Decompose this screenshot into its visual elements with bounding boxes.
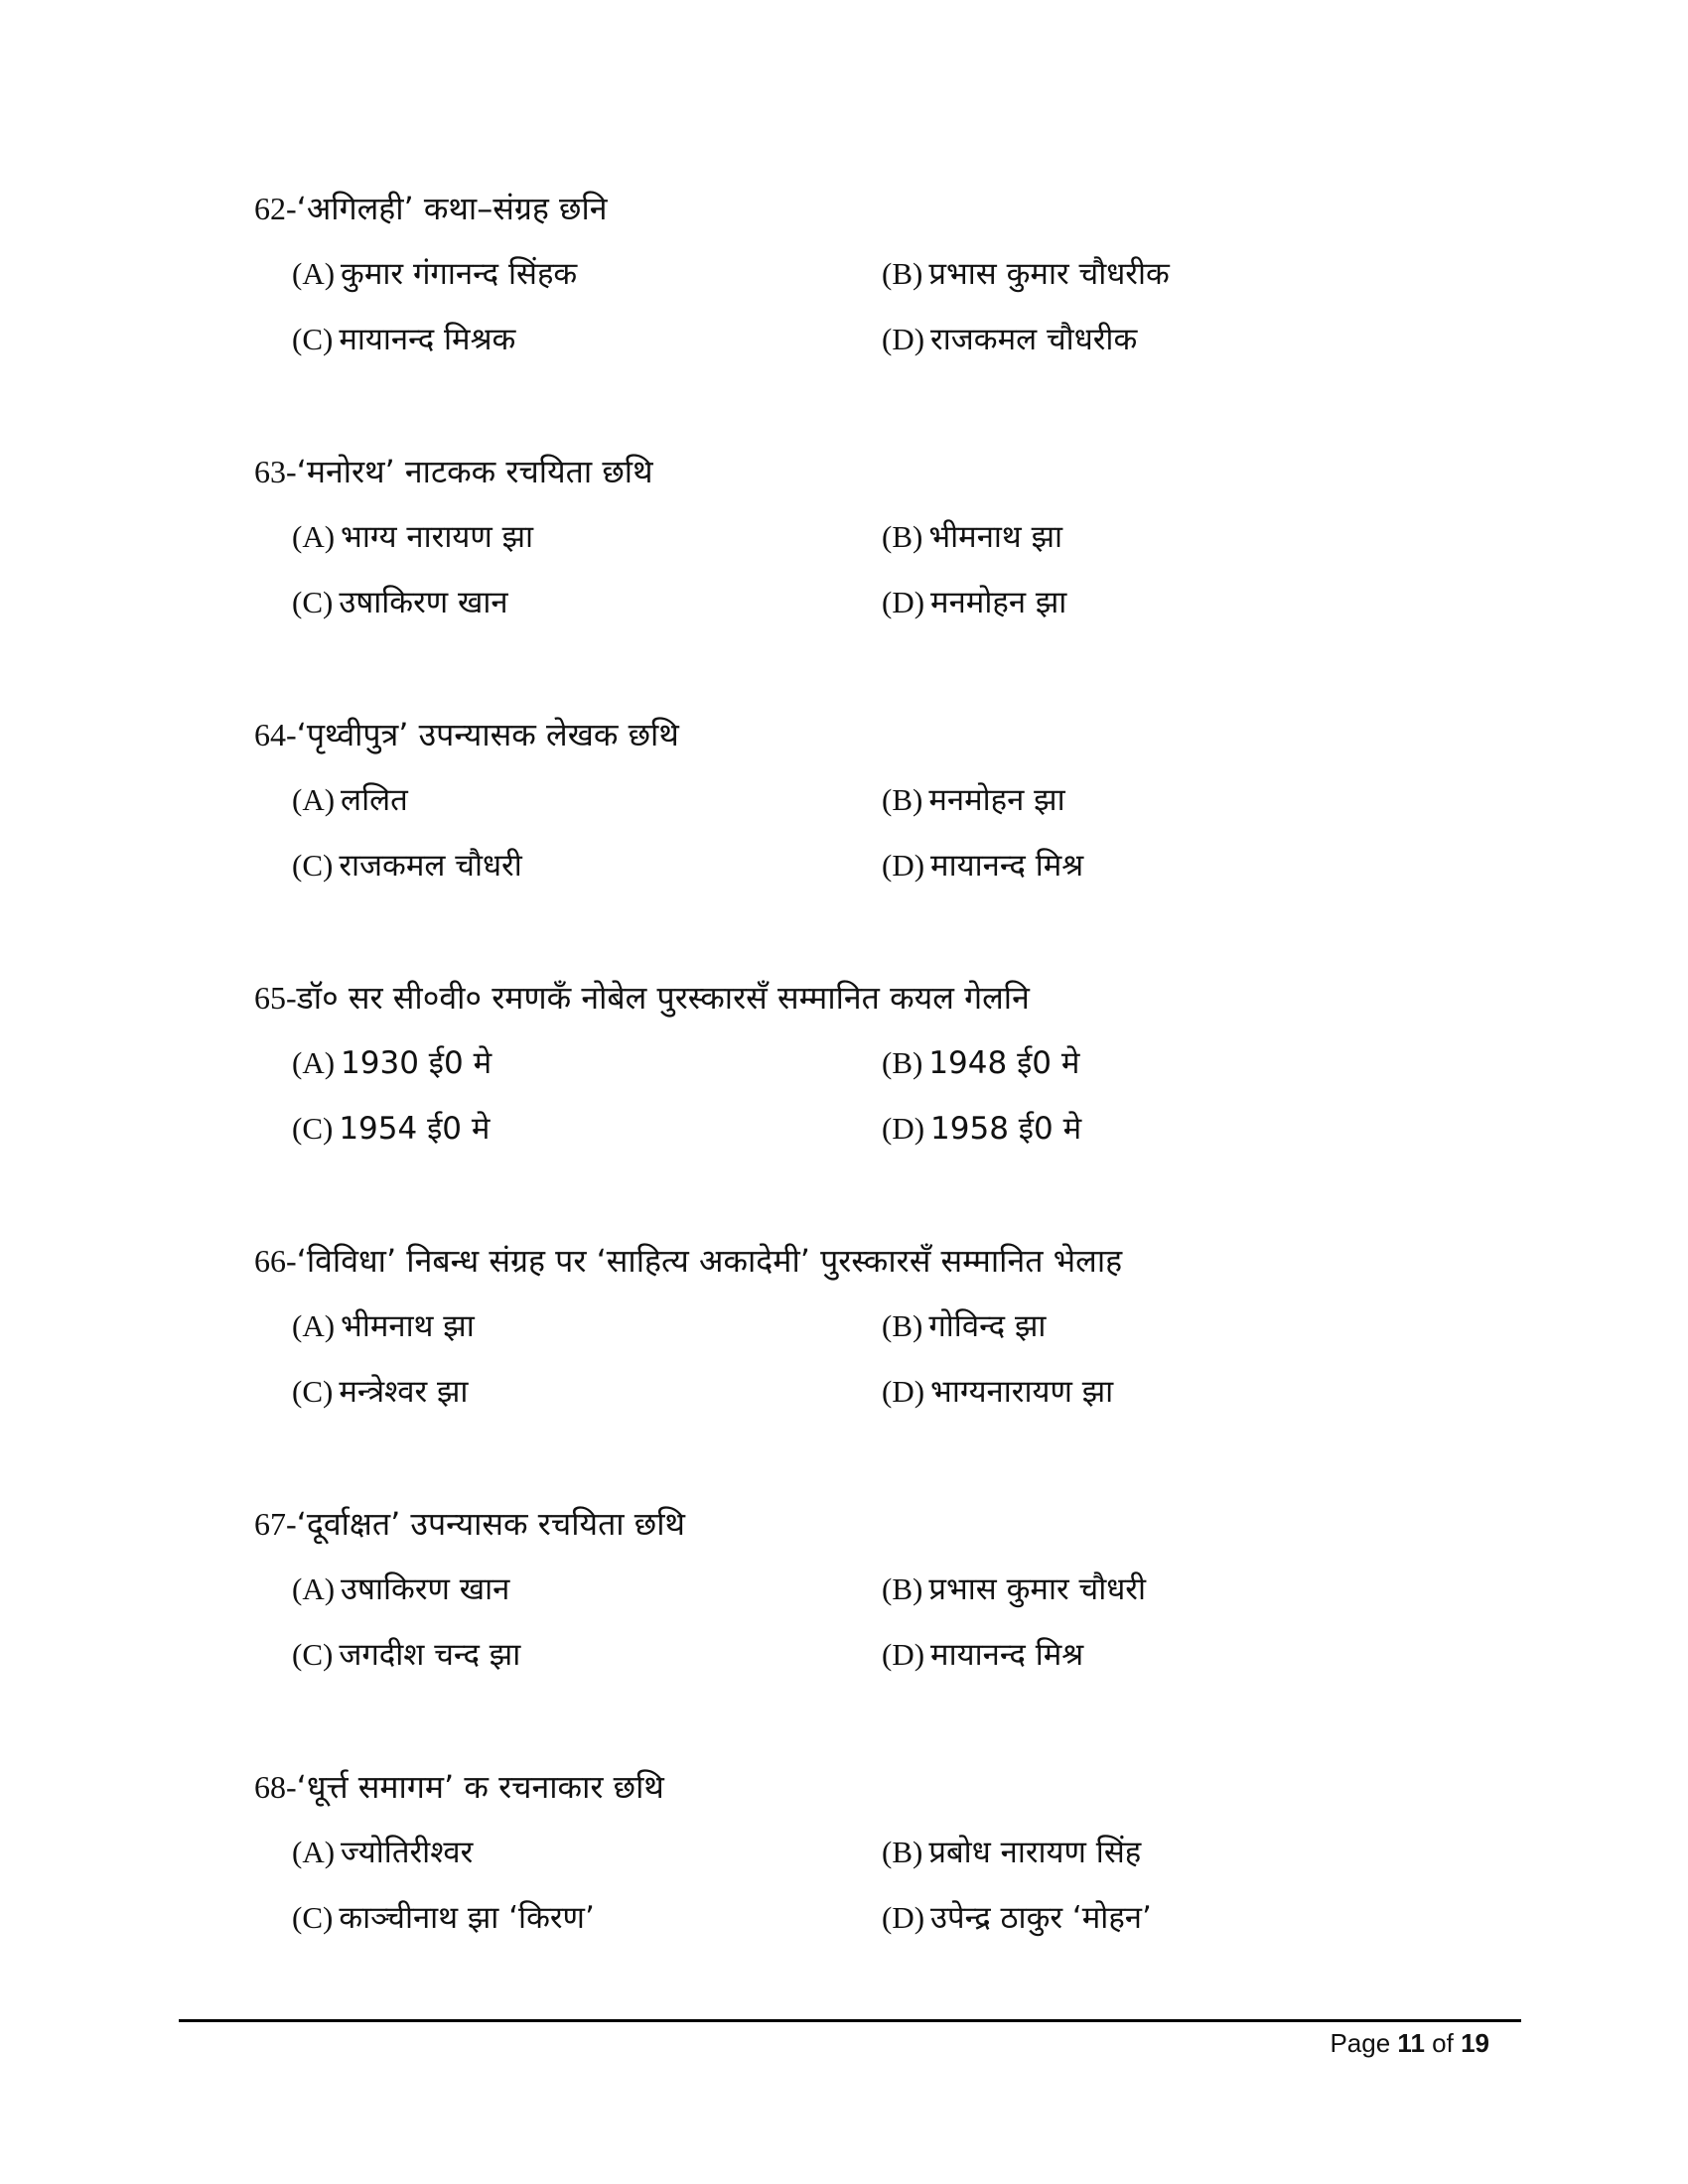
option-a bbox=[292, 1043, 492, 1083]
option-d bbox=[882, 846, 1083, 886]
option-letter: (B) bbox=[882, 1045, 923, 1080]
option-d bbox=[882, 1109, 1081, 1149]
question-number: 65- bbox=[254, 980, 297, 1016]
option-d bbox=[882, 320, 1137, 359]
option-letter: (B) bbox=[882, 782, 923, 817]
option-c bbox=[292, 583, 508, 622]
option-text: भीमनाथ झा bbox=[341, 1308, 475, 1344]
option-text: कुमार गंगानन्द सिंहक bbox=[341, 256, 578, 292]
option-letter: (B) bbox=[882, 1571, 923, 1606]
option-text: प्रभास कुमार चौधरीक bbox=[928, 256, 1170, 292]
option-b bbox=[882, 254, 1170, 294]
option-letter: (C) bbox=[292, 585, 334, 619]
question-text: ‘धूर्त्त समागम’ क रचनाकार छथि bbox=[296, 1768, 664, 1806]
option-letter: (C) bbox=[292, 1111, 334, 1146]
option-d bbox=[882, 1898, 1152, 1938]
footer-divider bbox=[179, 2019, 1521, 2022]
option-text: काञ्चीनाथ झा ‘किरण’ bbox=[339, 1900, 595, 1936]
question-text: ‘पृथ्वीपुत्र’ उपन्यासक लेखक छथि bbox=[296, 716, 679, 753]
option-text: मनमोहन झा bbox=[930, 585, 1067, 620]
option-text: उषाकिरण खान bbox=[339, 585, 508, 620]
option-letter: (A) bbox=[292, 256, 336, 291]
option-letter: (A) bbox=[292, 1571, 336, 1606]
option-c bbox=[292, 846, 522, 886]
option-c bbox=[292, 320, 515, 359]
option-b bbox=[882, 1833, 1141, 1872]
question-number: 63- bbox=[254, 454, 297, 489]
page-label: Page bbox=[1330, 2028, 1391, 2058]
current-page-number: 11 bbox=[1397, 2028, 1425, 2058]
option-text: 1954 ई0 मे bbox=[339, 1111, 491, 1147]
option-letter: (D) bbox=[882, 1900, 925, 1935]
option-letter: (D) bbox=[882, 585, 925, 619]
option-letter: (C) bbox=[292, 848, 334, 883]
total-page-number: 19 bbox=[1461, 2028, 1489, 2058]
option-text: 1930 ई0 मे bbox=[341, 1045, 492, 1081]
option-d bbox=[882, 1372, 1113, 1412]
option-text: भाग्यनारायण झा bbox=[930, 1374, 1114, 1410]
option-text: मन्त्रेश्वर झा bbox=[339, 1374, 469, 1410]
option-b bbox=[882, 780, 1065, 820]
option-letter: (C) bbox=[292, 1374, 334, 1409]
option-text: उषाकिरण खान bbox=[341, 1571, 510, 1607]
question-number: 67- bbox=[254, 1506, 297, 1542]
question-number: 66- bbox=[254, 1243, 297, 1279]
option-a bbox=[292, 254, 577, 294]
option-b bbox=[882, 1306, 1046, 1346]
option-d bbox=[882, 1635, 1083, 1675]
option-text: ज्योतिरीश्वर bbox=[341, 1835, 474, 1870]
question-stem bbox=[254, 715, 679, 754]
option-a bbox=[292, 780, 408, 820]
option-text: उपेन्द्र ठाकुर ‘मोहन’ bbox=[930, 1900, 1152, 1936]
option-letter: (C) bbox=[292, 322, 334, 356]
option-d bbox=[882, 583, 1066, 622]
question-text: ‘दूर्वाक्षत’ उपन्यासक रचयिता छथि bbox=[296, 1505, 685, 1543]
option-text: प्रभास कुमार चौधरी bbox=[928, 1571, 1146, 1607]
option-letter: (D) bbox=[882, 1111, 925, 1146]
option-letter: (D) bbox=[882, 322, 925, 356]
option-letter: (D) bbox=[882, 1637, 925, 1672]
option-letter: (A) bbox=[292, 1045, 336, 1080]
question-number: 64- bbox=[254, 717, 297, 752]
question-text: ‘मनोरथ’ नाटकक रचयिता छथि bbox=[296, 453, 653, 490]
question-64 bbox=[254, 715, 1545, 913]
option-text: राजकमल चौधरीक bbox=[930, 322, 1138, 357]
option-letter: (A) bbox=[292, 519, 336, 554]
option-c bbox=[292, 1372, 468, 1412]
option-text: भाग्य नारायण झा bbox=[341, 519, 534, 555]
option-text: 1958 ई0 मे bbox=[930, 1111, 1082, 1147]
option-text: मायानन्द मिश्र bbox=[930, 1637, 1084, 1673]
option-c bbox=[292, 1109, 490, 1149]
question-text: ‘अगिलही’ कथा–संग्रह छनि bbox=[296, 190, 608, 227]
of-label: of bbox=[1432, 2028, 1454, 2058]
option-letter: (D) bbox=[882, 1374, 925, 1409]
option-text: जगदीश चन्द झा bbox=[339, 1637, 521, 1673]
question-stem bbox=[254, 452, 653, 491]
option-text: 1948 ई0 मे bbox=[928, 1045, 1080, 1081]
option-text: भीमनाथ झा bbox=[928, 519, 1063, 555]
question-62 bbox=[254, 189, 1545, 387]
option-text: प्रबोध नारायण सिंह bbox=[928, 1835, 1142, 1870]
option-letter: (B) bbox=[882, 519, 923, 554]
option-a bbox=[292, 1833, 473, 1872]
option-text: मनमोहन झा bbox=[928, 782, 1065, 818]
question-stem bbox=[254, 1767, 664, 1807]
question-stem bbox=[254, 978, 1030, 1018]
question-65 bbox=[254, 978, 1545, 1176]
option-a bbox=[292, 1306, 475, 1346]
question-63 bbox=[254, 452, 1545, 650]
question-68 bbox=[254, 1767, 1545, 1966]
option-letter: (B) bbox=[882, 1308, 923, 1343]
option-letter: (B) bbox=[882, 256, 923, 291]
option-a bbox=[292, 517, 533, 557]
option-letter: (A) bbox=[292, 782, 336, 817]
option-text: मायानन्द मिश्रक bbox=[339, 322, 516, 357]
option-text: मायानन्द मिश्र bbox=[930, 848, 1084, 884]
question-number: 68- bbox=[254, 1769, 297, 1805]
option-text: राजकमल चौधरी bbox=[339, 848, 522, 884]
option-text: ललित bbox=[341, 782, 408, 818]
option-letter: (A) bbox=[292, 1835, 336, 1869]
question-stem bbox=[254, 1504, 685, 1544]
page-indicator bbox=[1330, 2025, 1489, 2061]
option-letter: (C) bbox=[292, 1900, 334, 1935]
option-b bbox=[882, 1570, 1146, 1609]
question-number: 62- bbox=[254, 191, 297, 226]
option-b bbox=[882, 1043, 1079, 1083]
option-letter: (B) bbox=[882, 1835, 923, 1869]
option-letter: (A) bbox=[292, 1308, 336, 1343]
option-b bbox=[882, 517, 1062, 557]
option-letter: (C) bbox=[292, 1637, 334, 1672]
question-text: ‘विविधा’ निबन्ध संग्रह पर ‘साहित्य अकादेमी’ पुरस्कारसँ सम्मानित भेलाह bbox=[296, 1242, 1123, 1280]
question-67 bbox=[254, 1504, 1545, 1703]
option-c bbox=[292, 1898, 595, 1938]
question-stem bbox=[254, 1241, 1122, 1281]
option-c bbox=[292, 1635, 520, 1675]
option-letter: (D) bbox=[882, 848, 925, 883]
option-text: गोविन्द झा bbox=[928, 1308, 1047, 1344]
option-a bbox=[292, 1570, 509, 1609]
question-66 bbox=[254, 1241, 1545, 1439]
question-stem bbox=[254, 189, 608, 228]
question-text: डॉ० सर सी०वी० रमणकँ नोबेल पुरस्कारसँ सम्मानित कयल गेलनि bbox=[296, 979, 1030, 1017]
